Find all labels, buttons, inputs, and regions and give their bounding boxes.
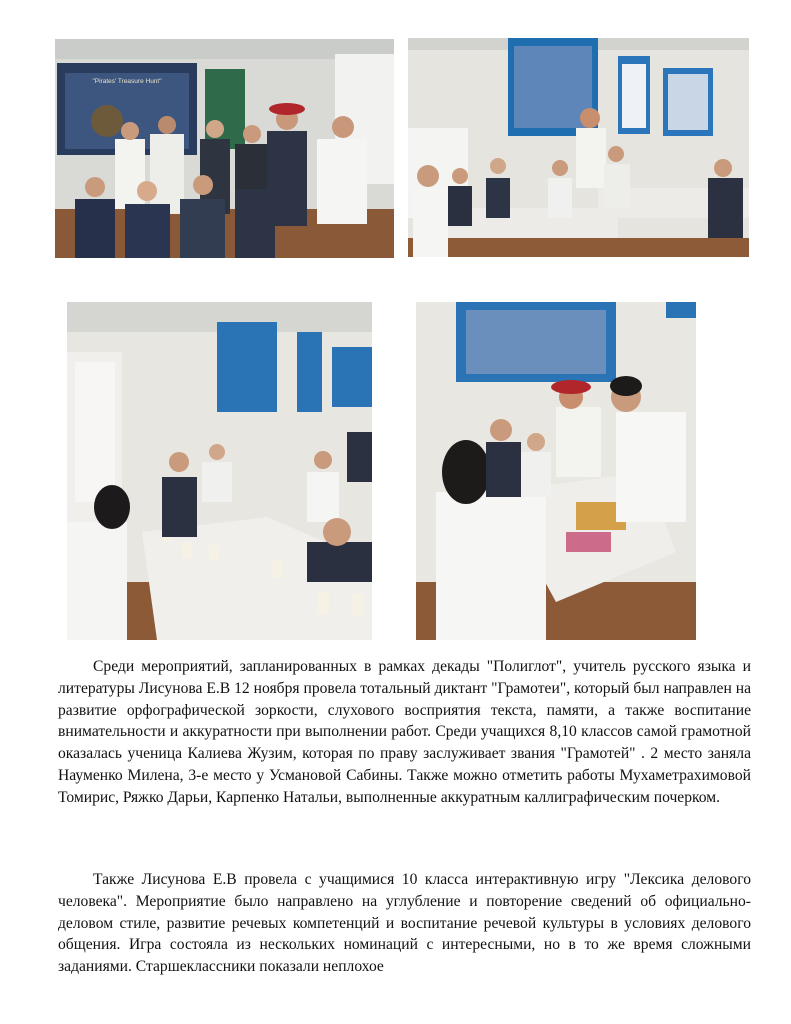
classroom-group-photo [55,39,394,258]
poster-london [217,322,277,412]
classroom-desks-image [408,38,749,257]
paragraph-text: Среди мероприятий, запланированных в рамках декады "Полиглот", учитель русского языка и литературы Лисунова Е.В 12 ноября провела тотальный диктант "Грамотеи", который был направлен на развитие орфографической зоркости, слухового восприятия текста, памяти, а также воспитание внимательности и аккуратности при выполнении работ. Среди учащихся 8,10 классов самой грамотной оказалась ученица Калиева Жузим, которая по праву заслуживает звания "Грамотей" . 2 место заняла Науменко Милена, 3-е место у Усмановой Сабины. Также можно отметить работы Мухаметрахимовой Томирис, Ряжко Дарьи, Карпенко Натальи, выполненные аккуратным каллиграфическим почерком. [58,658,751,806]
paragraph-business-game [58,869,751,978]
poster-flags [332,347,372,407]
classroom-group-photo-image [55,39,394,258]
projector-screen-text: "Pirates' Treasure Hunt" [92,78,162,85]
classroom-cup-game-image [67,302,372,640]
students-table-activity-image [416,302,696,640]
students-table-activity-photo [416,302,696,640]
paragraph-dictation [58,656,751,809]
classroom-cup-game-photo [67,302,372,640]
paragraph-text: Также Лисунова Е.В провела с учащимися 10 класса интерактивную игру "Лексика делового человека". Мероприятие было направлено на углубление и повторение сведений об официально-деловом стиле, развитие речевых компетенций и воспитание речевой культуры в условиях делового общения. Игра состояла из нескольких номинаций с интересными, но в то же время сложными заданиями. Старшеклассники показали неплохое [58,871,751,976]
poster-alphabet [297,332,322,412]
classroom-desks-photo [408,38,749,257]
